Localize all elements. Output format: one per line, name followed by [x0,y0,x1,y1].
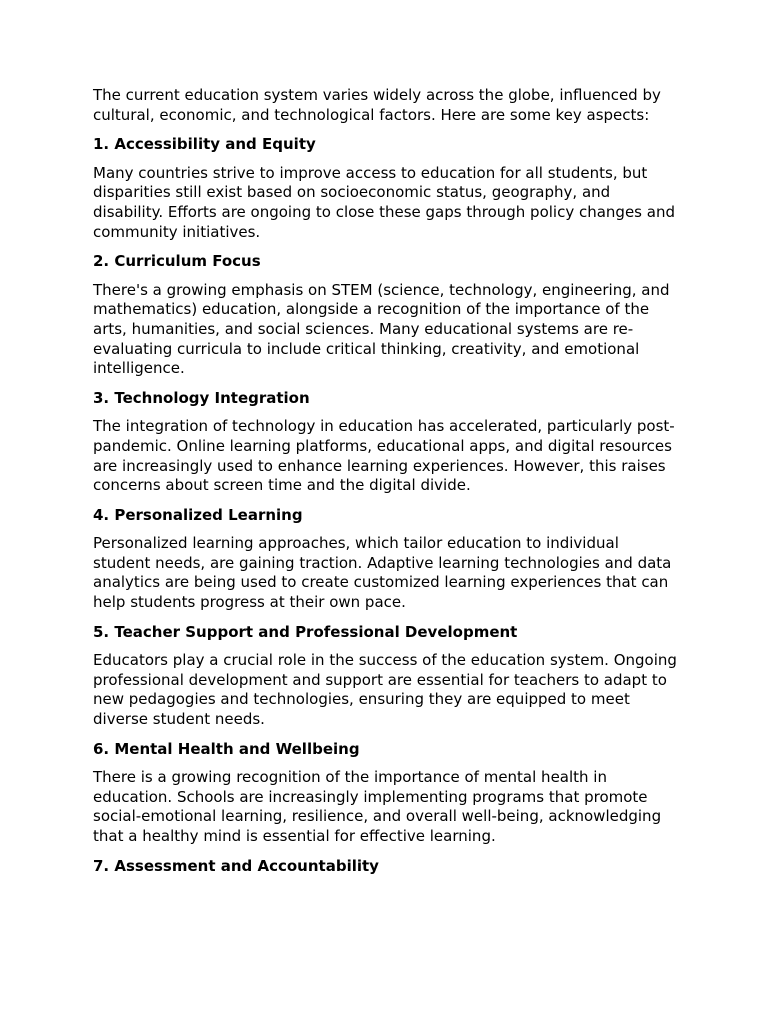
section-body-1: Many countries strive to improve access to education for all students, but disparities still exist based on socioeconomic status, geography, and disability. Efforts are ongoing to close these gaps through policy changes and community initiatives. [93,163,675,241]
section-heading-3: 3. Technology Integration [93,388,310,407]
section-heading-5: 5. Teacher Support and Professional Development [93,622,518,641]
section-heading-7: 7. Assessment and Accountability [93,856,379,875]
section-heading-4: 4. Personalized Learning [93,505,303,524]
section-body-5: Educators play a crucial role in the success of the education system. Ongoing professional development and support are essential for teachers to adapt to new pedagogies and technologies, ensuring they are equipped to meet diverse student needs. [93,651,677,729]
document-page [93,86,678,885]
section-body-2: There's a growing emphasis on STEM (science, technology, engineering, and mathematics) education, alongside a recognition of the importance of the arts, humanities, and social sciences. Many educational systems are re-evaluating curricula to include critical thinking, creativity, and emotional intelligence. [93,280,670,378]
intro-paragraph: The current education system varies widely across the globe, influenced by cultural, economic, and technological factors. Here are some key aspects: [93,86,661,124]
section-body-6: There is a growing recognition of the importance of mental health in education. Schools are increasingly implementing programs that promote social-emotional learning, resilience, and overall well-being, acknowledging that a healthy mind is essential for effective learning. [93,768,662,845]
section-heading-6: 6. Mental Health and Wellbeing [93,739,360,758]
section-heading-2: 2. Curriculum Focus [93,252,261,271]
section-body-3: The integration of technology in education has accelerated, particularly post-pandemic. Online learning platforms, educational apps, and digital resources are increasingly used to enhance learning experiences. However, this raises concerns about screen time and the digital divide. [93,417,675,495]
section-heading-1: 1. Accessibility and Equity [93,135,316,154]
section-body-4: Personalized learning approaches, which tailor education to individual student needs, are gaining traction. Adaptive learning technologies and data analytics are being used to create customized learning experiences that can help students progress at their own pace. [93,534,672,612]
